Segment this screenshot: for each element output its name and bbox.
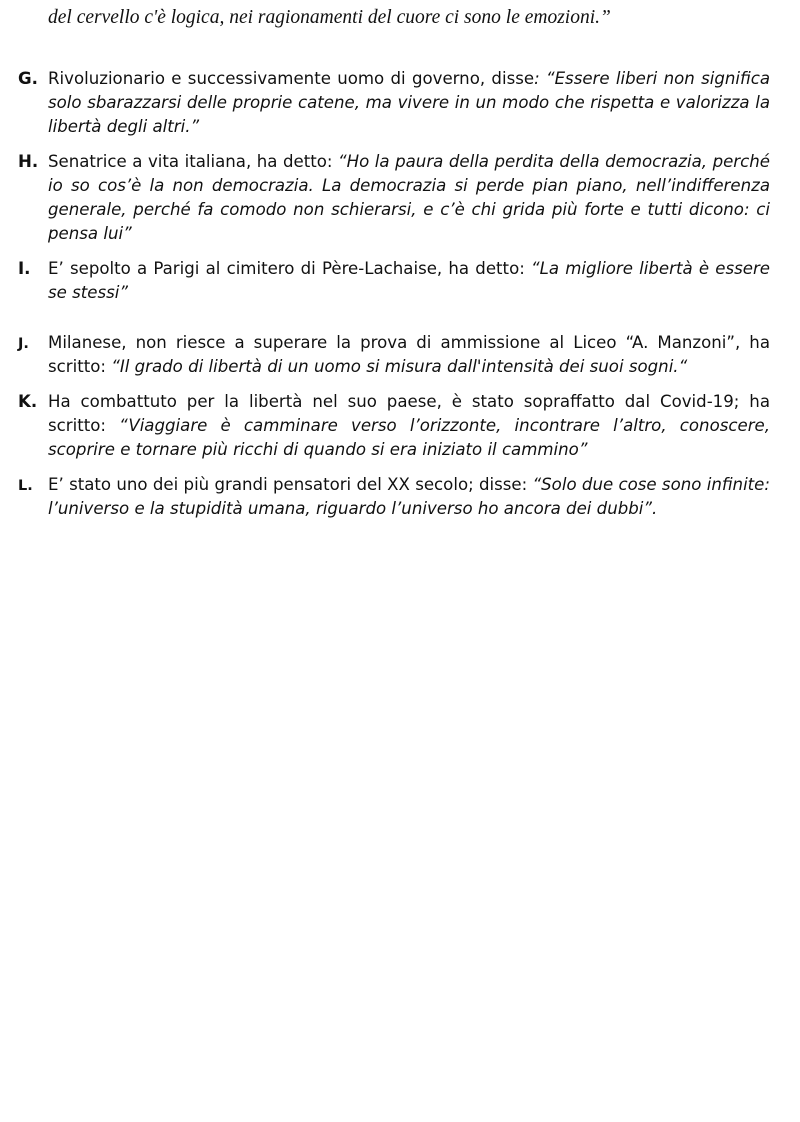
item-quote: “Viaggiare è camminare verso l’orizzonte, incontrare l’altro, conoscere, scoprire e tornare più ricchi di quando si era iniziato il cammino” bbox=[48, 416, 771, 459]
list-item-h bbox=[18, 150, 770, 246]
item-intro: Rivoluzionario e successivamente uomo di governo, disse bbox=[48, 69, 535, 88]
item-letter: L. bbox=[18, 478, 33, 494]
item-text bbox=[48, 150, 770, 246]
item-letter: H. bbox=[18, 152, 39, 171]
item-text bbox=[48, 473, 770, 521]
item-intro: Milanese, non riesce a superare la prova di ammissione al Liceo “A. Manzoni”, ha scritto: bbox=[48, 333, 770, 376]
item-quote: “Ho la paura della perdita della democrazia, perché io so cos’è la non democrazia. La democrazia si perde pian piano, nell’indifferenza generale, perché fa comodo non schierarsi, e c’è chi grida più forte e tutti dicono: ci pensa lui” bbox=[48, 152, 770, 243]
list-item-j bbox=[18, 331, 770, 379]
item-quote: “La migliore libertà è essere se stessi” bbox=[48, 259, 771, 302]
item-intro: E’ sepolto a Parigi al cimitero di Père-Lachaise, ha detto: bbox=[48, 259, 532, 278]
continued-quote-line: del cervello c'è logica, nei ragionamenti del cuore ci sono le emozioni.” bbox=[48, 7, 611, 28]
list-item-k bbox=[18, 390, 770, 462]
item-letter: G. bbox=[18, 69, 38, 88]
item-intro: Senatrice a vita italiana, ha detto: bbox=[48, 152, 339, 171]
item-quote: “Solo due cose sono infinite: l’universo e la stupidità umana, riguardo l’universo ho ancora dei dubbi”. bbox=[48, 475, 770, 518]
item-text bbox=[48, 67, 770, 139]
item-text bbox=[48, 257, 770, 305]
item-letter: J. bbox=[18, 336, 29, 352]
item-text bbox=[48, 331, 770, 379]
item-text bbox=[48, 390, 770, 462]
item-intro: Ha combattuto per la libertà nel suo paese, è stato sopraffatto dal Covid-19; ha scritto: bbox=[48, 392, 770, 435]
item-quote: “Il grado di libertà di un uomo si misura dall'intensità dei suoi sogni.“ bbox=[111, 357, 688, 376]
list-item-l bbox=[18, 473, 770, 521]
item-quote: : “Essere liberi non significa solo sbarazzarsi delle proprie catene, ma vivere in un modo che rispetta e valorizza la libertà degli altri.” bbox=[48, 69, 770, 136]
list-item-g bbox=[18, 67, 770, 139]
item-letter: K. bbox=[18, 392, 38, 411]
item-intro: E’ stato uno dei più grandi pensatori del XX secolo; disse: bbox=[48, 475, 533, 494]
item-letter: I. bbox=[18, 259, 31, 278]
list-item-i bbox=[18, 257, 770, 305]
quote-list bbox=[18, 67, 770, 532]
